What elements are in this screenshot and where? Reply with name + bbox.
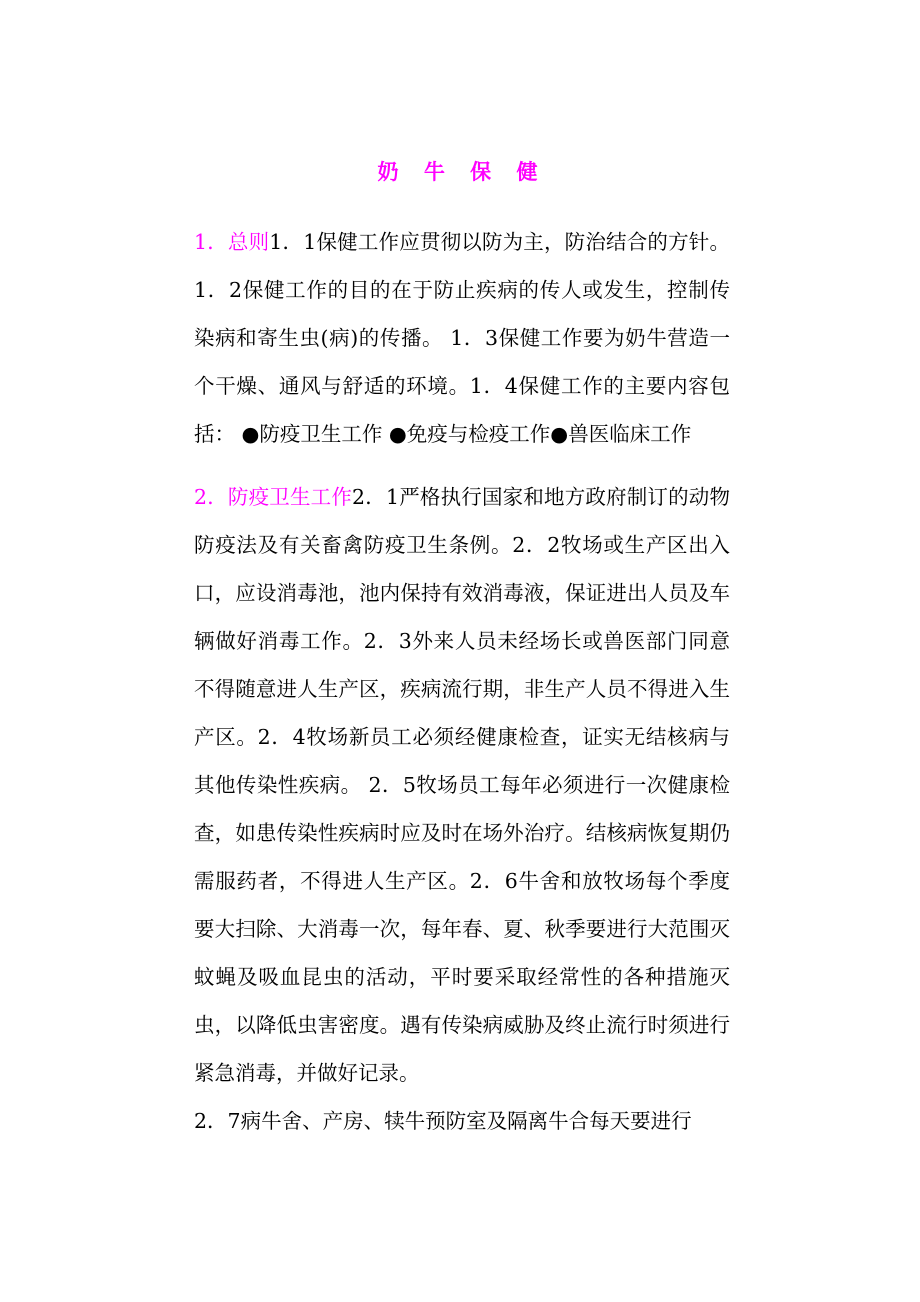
section-heading: 2．防疫卫生工作: [194, 485, 353, 509]
section-body: 1．1保健工作应贯彻以防为主，防治结合的方针。 1．2保健工作的目的在于防止疾病的传人或发生，控制传染病和寄生虫(病)的传播。 1．3保健工作要为奶牛营造一个干燥、通风与舒适的环境。1．4保健工作的主要内容包括： ●防疫卫生工作 ●免疫与检疫工作●兽医临床工作: [194, 230, 730, 446]
section-body: 2．7病牛舍、产房、犊牛预防室及隔离牛合每天要进行: [194, 1109, 692, 1133]
section-continuation: [194, 1097, 730, 1145]
document-page: [194, 152, 730, 1145]
section-body: 2．1严格执行国家和地方政府制订的动物防疫法及有关畜禽防疫卫生条例。2．2牧场或生产区出入口，应设消毒池，池内保持有效消毒液，保证进出人员及车辆做好消毒工作。2．3外来人员未经场长或兽医部门同意不得随意进人生产区，疾病流行期，非生产人员不得进入生产区。2．4牧场新员工必须经健康检查，证实无结核病与其他传染性疾病。 2．5牧场员工每年必须进行一次健康检查，如患传染性疾病时应及时在场外治疗。结核病恢复期仍需服药者，不得进人生产区。2．6牛舍和放牧场每个季度要大扫除、大消毒一次，每年春、夏、秋季要进行大范围灭蚊蝇及吸血昆虫的活动，平时要采取经常性的各种措施灭虫，以降低虫害密度。遇有传染病威胁及终止流行时须进行紧急消毒，并做好记录。: [194, 485, 730, 1085]
section-epidemic-prevention: [194, 473, 730, 1097]
section-general: [194, 218, 730, 458]
document-title: 奶 牛 保 健: [377, 159, 547, 184]
section-heading: 1．总则: [194, 230, 270, 254]
